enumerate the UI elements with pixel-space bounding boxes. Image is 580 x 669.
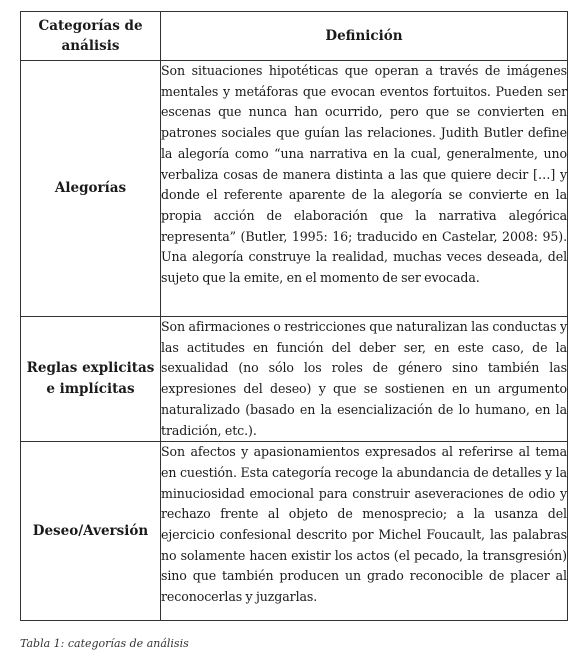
analysis-categories-table — [20, 11, 568, 621]
table-row — [21, 442, 568, 621]
definition-cell: Son afectos y apasionamientos expresados al referirse al tema en cuestión. Esta categoría recoge la abundancia de detalles y la minuciosidad emocional para construir aseveraciones de odio y rechazo frente al objeto de menosprecio; a la usanza del ejercicio confesional descrito por Michel Foucault, las palabras no solamente hacen existir los actos (el pecado, la transgresión) sino que también producen un grado reconocible de placer al reconocerlas y juzgarlas. — [161, 442, 568, 621]
definition-cell: Son afirmaciones o restricciones que naturalizan las conductas y las actitudes en función del deber ser, en este caso, de la sexualidad (no sólo los roles de género sino también las expresiones del deseo) y que se sostienen en un argumento naturalizado (basado en la esencialización de lo humano, en la tradición, etc.). — [161, 317, 568, 442]
table-header-row — [21, 12, 568, 61]
definition-cell: Son situaciones hipotéticas que operan a través de imágenes mentales y metáforas que evocan eventos fortuitos. Pueden ser escenas que nunca han ocurrido, pero que se convierten en patrones sociales que guían las relaciones. Judith Butler define la alegoría como “una narrativa en la cual, generalmente, uno verbaliza cosas de manera distinta a las que quiere decir […] y donde el referente aparente de la alegoría se convierte en la propia acción de elaboración que la narrativa alegórica representa” (Butler, 1995: 16; traducido en Castelar, 2008: 95). Una alegoría construye la realidad, muchas veces deseada, del sujeto que la emite, en el momento de ser evocada. — [161, 61, 568, 317]
header-definition: Definición — [161, 12, 568, 61]
table-row — [21, 61, 568, 317]
header-category: Categorías de análisis — [21, 12, 161, 61]
category-cell: Deseo/Aversión — [21, 442, 161, 621]
category-cell: Reglas explicitas e implícitas — [21, 317, 161, 442]
table-caption: Tabla 1: categorías de análisis — [20, 637, 189, 650]
table-row — [21, 317, 568, 442]
category-cell: Alegorías — [21, 61, 161, 317]
